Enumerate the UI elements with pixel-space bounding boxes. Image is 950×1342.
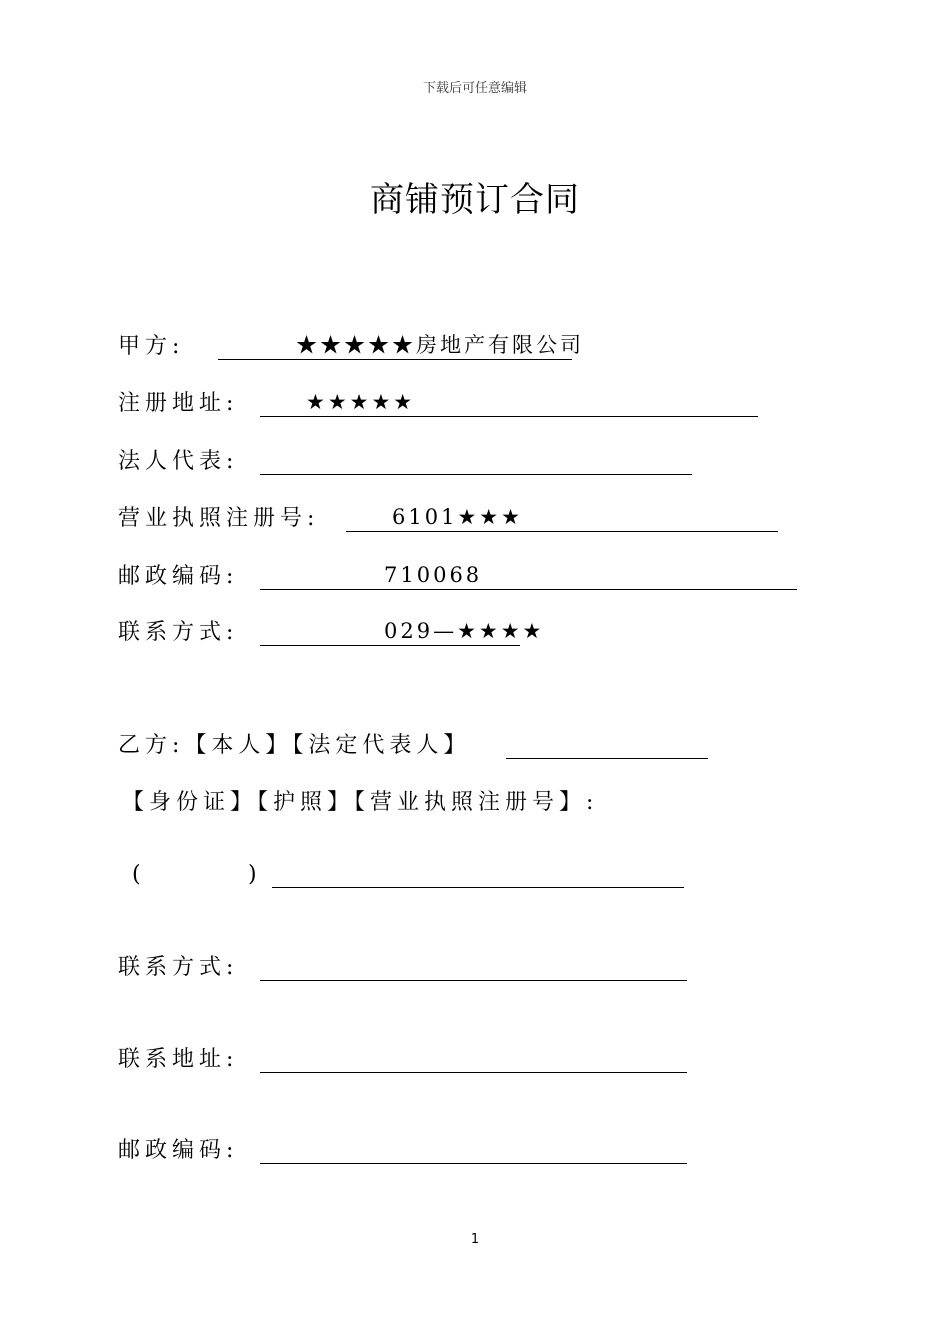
party-b-postcode-field[interactable] xyxy=(260,1134,687,1164)
party-a-name-label: 甲方: xyxy=(118,334,185,359)
party-b-id-type-paren-open: ( xyxy=(132,862,146,887)
party-b-postcode-label: 邮政编码: xyxy=(118,1138,239,1163)
party-b-address-field[interactable] xyxy=(260,1043,687,1073)
party-b-address-label: 联系地址: xyxy=(118,1047,239,1072)
party-a-address-value: ★★★★★ xyxy=(306,390,416,414)
party-b-id-type-paren-close: ) xyxy=(248,862,262,887)
party-a-postcode-value: 710068 xyxy=(384,563,483,587)
party-a-license-field[interactable] xyxy=(346,502,778,532)
party-b-id-number-field[interactable] xyxy=(272,858,684,888)
party-a-postcode-label: 邮政编码: xyxy=(118,564,239,589)
party-a-contact-field[interactable] xyxy=(260,616,545,646)
party-b-contact-field[interactable] xyxy=(260,951,687,981)
header-note: 下载后可任意编辑 xyxy=(422,81,527,96)
party-b-contact-label: 联系方式: xyxy=(118,955,239,980)
party-a-contact-label: 联系方式: xyxy=(118,620,239,645)
party-a-contact-value: 029—★★★★ xyxy=(384,619,545,643)
party-a-license-label: 营业执照注册号: xyxy=(118,506,320,531)
party-a-legal-rep-label: 法人代表: xyxy=(118,449,239,474)
document-title: 商铺预订合同 xyxy=(370,180,580,220)
party-a-postcode-field[interactable] xyxy=(260,560,797,590)
party-a-name-field[interactable] xyxy=(218,330,584,360)
party-b-name-label: 乙方:【本人】【法定代表人】 xyxy=(118,733,471,758)
page-number: 1 xyxy=(470,1232,480,1247)
party-a-address-field[interactable] xyxy=(260,387,758,417)
party-a-name-value: ★★★★★房地产有限公司 xyxy=(296,333,584,357)
party-a-legal-rep-field[interactable] xyxy=(260,445,692,475)
party-b-name-field[interactable] xyxy=(506,729,708,759)
party-b-id-label: 【身份证】【护照】【营业执照注册号】: xyxy=(122,790,599,815)
party-a-address-label: 注册地址: xyxy=(118,391,239,416)
party-a-license-value: 6101★★★ xyxy=(392,505,523,529)
